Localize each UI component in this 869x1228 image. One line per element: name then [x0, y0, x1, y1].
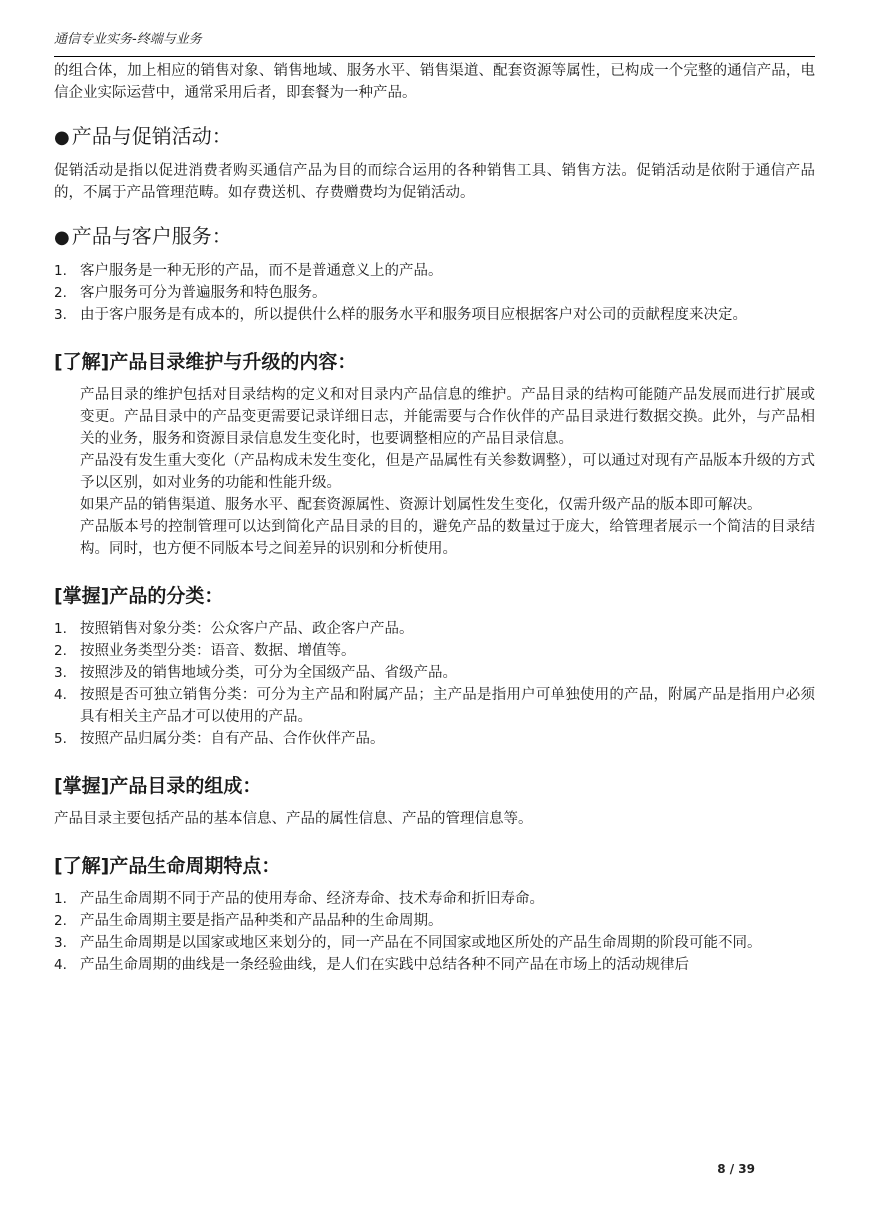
section-heading-classification: [掌握]产品的分类：: [54, 585, 224, 607]
bullet-icon: ●: [54, 227, 70, 248]
list-number: 1.: [54, 891, 67, 907]
list-item: [54, 888, 815, 910]
list-item-text: 按照业务类型分类：语音、数据、增值等。: [80, 643, 356, 659]
list-item: [54, 684, 815, 728]
paragraph: 如果产品的销售渠道、服务水平、配套资源属性、资源计划属性发生变化，仅需升级产品的版本即可解决。: [80, 497, 762, 513]
list-number: 2.: [54, 913, 67, 929]
list-item: [54, 954, 815, 976]
list-item-text: 由于客户服务是有成本的，所以提供什么样的服务水平和服务项目应根据客户对公司的贡献程度来决定。: [80, 307, 747, 323]
section-heading-service-text: 产品与客户服务：: [71, 224, 232, 248]
list-item-text: 产品生命周期主要是指产品种类和产品品种的生命周期。: [80, 913, 443, 929]
list-item-text: 客户服务是一种无形的产品，而不是普通意义上的产品。: [80, 263, 443, 279]
section-heading-service: [54, 222, 815, 252]
list-item-text: 产品生命周期的曲线是一条经验曲线，是人们在实践中总结各种不同产品在市场上的活动规律后: [80, 957, 689, 973]
section-heading-lifecycle: [了解]产品生命周期特点：: [54, 855, 281, 877]
list-item-text: 产品生命周期是以国家或地区来划分的，同一产品在不同国家或地区所处的产品生命周期的阶段可能不同。: [80, 935, 762, 951]
list-item: [54, 260, 815, 282]
section-heading-catalog-maintenance: [了解]产品目录维护与升级的内容：: [54, 351, 357, 373]
section-heading-catalog-composition: [掌握]产品目录的组成：: [54, 775, 262, 797]
catalog-composition-paragraph: 产品目录主要包括产品的基本信息、产品的属性信息、产品的管理信息等。: [54, 811, 533, 827]
list-item: [54, 282, 815, 304]
page-header-title: 通信专业实务-终端与业务: [54, 32, 202, 47]
section-heading-promotion: [54, 122, 815, 152]
paragraph: 产品目录的维护包括对目录结构的定义和对目录内产品信息的维护。产品目录的结构可能随产品发展而进行扩展或变更。产品目录中的产品变更需要记录详细日志，并能需要与合作伙伴的产品目录进行数据交换。此外，与产品相关的业务，服务和资源目录信息发生变化时，也要调整相应的产品目录信息。: [80, 387, 815, 447]
service-list: [54, 260, 815, 326]
intro-paragraph: 的组合体，加上相应的销售对象、销售地域、服务水平、销售渠道、配套资源等属性，已构成一个完整的通信产品，电信企业实际运营中，通常采用后者，即套餐为一种产品。: [54, 63, 815, 101]
list-item: [54, 662, 815, 684]
classification-list: [54, 618, 815, 750]
list-item: [54, 640, 815, 662]
list-item: [54, 304, 815, 326]
list-item: [54, 910, 815, 932]
list-number: 3.: [54, 307, 67, 323]
list-item-text: 按照涉及的销售地域分类，可分为全国级产品、省级产品。: [80, 665, 457, 681]
list-number: 1.: [54, 263, 67, 279]
list-number: 3.: [54, 935, 67, 951]
list-number: 4.: [54, 687, 67, 703]
lifecycle-list: [54, 888, 815, 976]
page-number: 8 / 39: [717, 1162, 755, 1176]
list-item-text: 客户服务可分为普遍服务和特色服务。: [80, 285, 327, 301]
section-heading-promotion-text: 产品与促销活动：: [71, 124, 232, 148]
list-number: 5.: [54, 731, 67, 747]
list-item: [54, 618, 815, 640]
promotion-paragraph: 促销活动是指以促进消费者购买通信产品为目的而综合运用的各种销售工具、销售方法。促销活动是依附于通信产品的，不属于产品管理范畴。如存费送机、存费赠费均为促销活动。: [54, 163, 815, 201]
list-number: 1.: [54, 621, 67, 637]
list-item-text: 产品生命周期不同于产品的使用寿命、经济寿命、技术寿命和折旧寿命。: [80, 891, 544, 907]
list-item-text: 按照是否可独立销售分类：可分为主产品和附属产品；主产品是指用户可单独使用的产品，附属产品是指用户必须具有相关主产品才可以使用的产品。: [80, 687, 815, 725]
catalog-maintenance-body: [54, 384, 815, 560]
list-number: 2.: [54, 643, 67, 659]
page-content: [54, 60, 815, 976]
paragraph: 产品没有发生重大变化（产品构成未发生变化，但是产品属性有关参数调整），可以通过对现有产品版本升级的方式予以区别，如对业务的功能和性能升级。: [80, 453, 815, 491]
list-number: 2.: [54, 285, 67, 301]
list-number: 3.: [54, 665, 67, 681]
header-divider: [54, 56, 815, 57]
list-item-text: 按照产品归属分类：自有产品、合作伙伴产品。: [80, 731, 385, 747]
list-item-text: 按照销售对象分类：公众客户产品、政企客户产品。: [80, 621, 414, 637]
list-item: [54, 932, 815, 954]
list-item: [54, 728, 815, 750]
paragraph: 产品版本号的控制管理可以达到简化产品目录的目的，避免产品的数量过于庞大，给管理者展示一个简洁的目录结构。同时，也方便不同版本号之间差异的识别和分析使用。: [80, 519, 815, 557]
bullet-icon: ●: [54, 127, 70, 148]
list-number: 4.: [54, 957, 67, 973]
